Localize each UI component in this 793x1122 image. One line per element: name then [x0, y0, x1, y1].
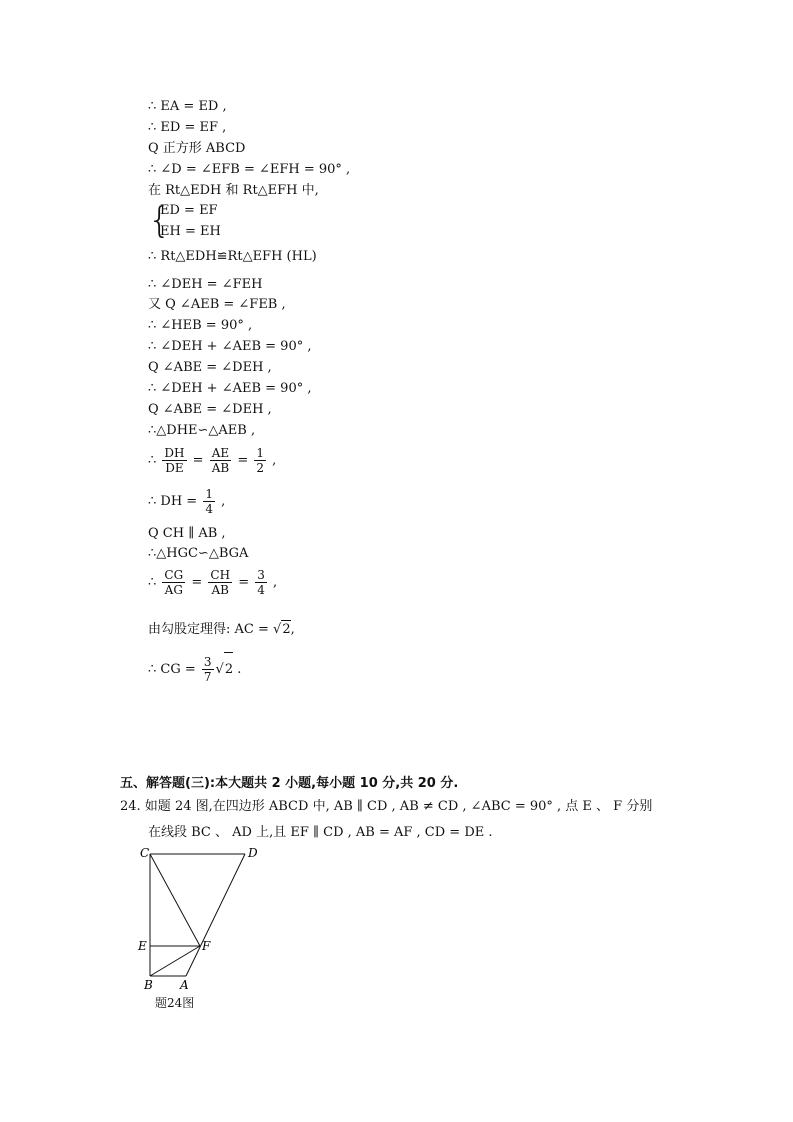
label-d: D	[248, 846, 258, 860]
fraction: $\frac{1}{4}$	[205, 487, 213, 516]
proof-line: ∴ ∠D = ∠EFB = ∠EFH = 90° ,	[148, 162, 351, 177]
ratio-equation: ∴ $\frac{DH}{DE}$ = $\frac{AE}{AB}$ = $\frac{1}{2}$ ,	[148, 446, 277, 475]
fraction: $\frac{CH}{AB}$	[210, 568, 231, 597]
proof-line: ∴ ∠DEH + ∠AEB = 90° ,	[148, 381, 312, 396]
fraction: $\frac{AE}{AB}$	[211, 446, 230, 475]
proof-line: ∴ ∠DEH = ∠FEH	[148, 277, 263, 292]
fraction: $\frac{1}{2}$	[256, 446, 265, 475]
proof-line: Q CH ∥ AB ,	[148, 526, 226, 541]
geometry-figure	[130, 842, 270, 992]
figure-caption: 题24图	[155, 996, 195, 1010]
cg-equation: ∴ CG = $\frac{3}{7}$ √2 .	[148, 652, 241, 687]
label-a: A	[180, 978, 189, 992]
section-heading: 五、解答题(三):本大题共 2 小题,每小题 10 分,共 20 分.	[120, 776, 459, 791]
fraction: $\frac{DH}{DE}$	[164, 446, 185, 475]
segment-bf	[150, 946, 200, 976]
proof-line: Q ∠ABE = ∠DEH ,	[148, 360, 272, 375]
dh-equation: ∴ DH = $\frac{1}{4}$ ,	[148, 487, 226, 516]
label-b: B	[144, 978, 153, 992]
equation-system	[148, 200, 221, 242]
problem-statement: 在线段 BC 、 AD 上,且 EF ∥ CD , AB = AF , CD = DE .	[148, 825, 493, 840]
proof-line: ∴ ∠DEH + ∠AEB = 90° ,	[148, 339, 312, 354]
label-f: F	[202, 939, 211, 953]
ratio-equation: ∴ $\frac{CG}{AG}$ = $\frac{CH}{AB}$ = $\frac{3}{4}$ ,	[148, 568, 278, 597]
brace-symbol: {	[148, 200, 171, 241]
segment-cf	[150, 854, 200, 946]
proof-line: 又 Q ∠AEB = ∠FEB ,	[148, 297, 286, 312]
problem-statement: 24. 如题 24 图,在四边形 ABCD 中, AB ∥ CD , AB ≠ CD , ∠ABC = 90° , 点 E 、 F 分别	[120, 799, 653, 814]
proof-line: ∴ Rt△EDH≌Rt△EFH (HL)	[148, 249, 317, 264]
proof-line: 在 Rt△EDH 和 Rt△EFH 中,	[148, 183, 319, 198]
system-line: EH = EH	[160, 224, 221, 239]
proof-line: Q 正方形 ABCD	[148, 141, 246, 156]
fraction: $\frac{CG}{AG}$	[164, 568, 184, 597]
proof-line: ∴△DHE∽△AEB ,	[148, 423, 256, 438]
proof-line: ∴ EA = ED ,	[148, 99, 227, 114]
label-c: C	[140, 846, 150, 860]
system-line: ED = EF	[160, 203, 218, 218]
segment-ad	[186, 854, 245, 976]
pythagoras-line: 由勾股定理得: AC = √2,	[148, 622, 295, 637]
sqrt-symbol: √	[273, 622, 282, 637]
fraction: $\frac{3}{7}$	[203, 655, 212, 684]
proof-line: ∴ ED = EF ,	[148, 120, 227, 135]
proof-line: Q ∠ABE = ∠DEH ,	[148, 402, 272, 417]
fraction: $\frac{3}{4}$	[257, 568, 265, 597]
therefore-symbol: ∴	[148, 453, 157, 468]
proof-line: ∴ ∠HEB = 90° ,	[148, 318, 253, 333]
label-e: E	[138, 939, 147, 953]
proof-line: ∴△HGC∽△BGA	[148, 546, 249, 561]
sqrt-symbol: √	[215, 662, 224, 677]
